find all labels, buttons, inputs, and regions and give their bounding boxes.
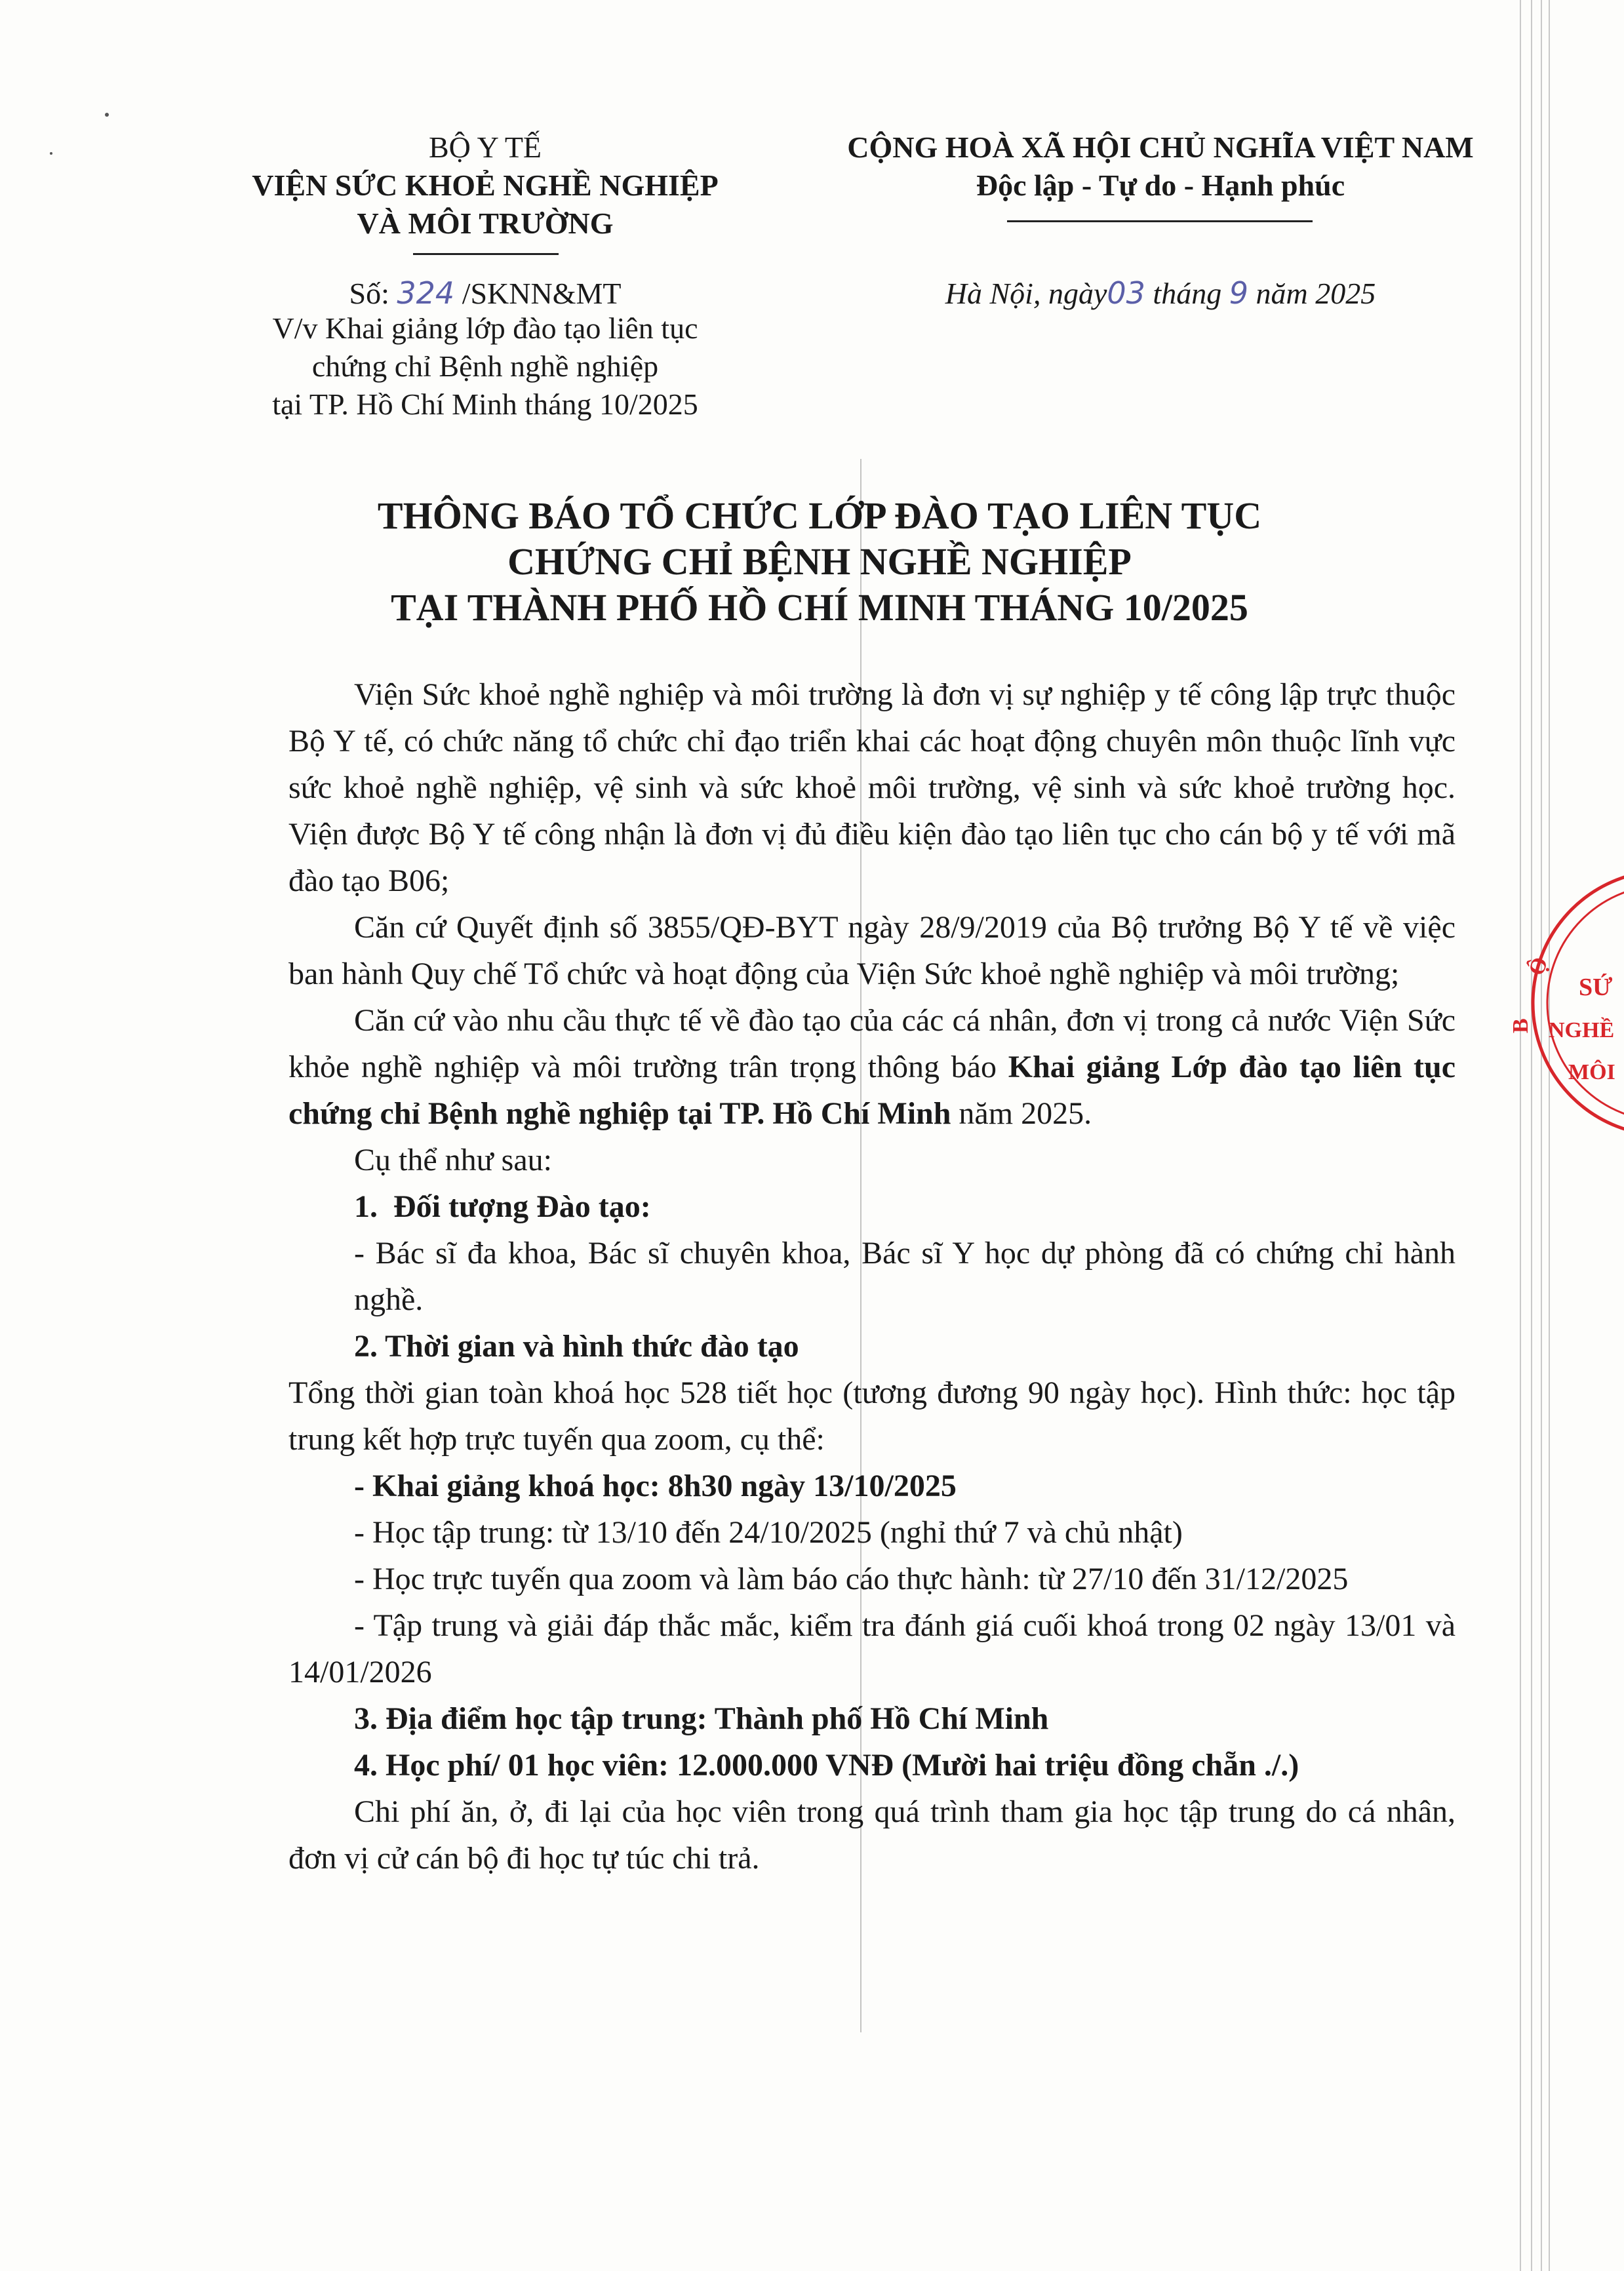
number-handwritten: 324 bbox=[397, 275, 455, 311]
date-text: Hà Nội, ngày bbox=[945, 277, 1107, 310]
paragraph-announcement bbox=[288, 997, 1456, 1137]
schedule-item: - Tập trung và giải đáp thắc mắc, kiểm tra đánh giá cuối khoá trong 02 ngày 13/01 và 14/01/2026 bbox=[288, 1608, 1456, 1689]
date-text: năm 2025 bbox=[1248, 277, 1376, 310]
paragraph-intro: Viện Sức khoẻ nghề nghiệp và môi trường là đơn vị sự nghiệp y tế công lập trực thuộc Bộ Y tế, có chức năng tổ chức chỉ đạo triển khai các hoạt động chuyên môn thuộc lĩnh vực sức khoẻ nghề nghiệp, vệ sinh và sức khoẻ môi trường, vệ sinh và sức khoẻ trường học. Viện được Bộ Y tế công nhận là đơn vị đủ điều kiện đào tạo liên tục cho cán bộ y tế với mã đào tạo B06; bbox=[288, 677, 1456, 898]
stamp-text: MÔI bbox=[1568, 1060, 1615, 1084]
schedule-item: - Học trực tuyến qua zoom và làm báo cáo thực hành: từ 27/10 đến 31/12/2025 bbox=[354, 1562, 1349, 1596]
issuer-underline bbox=[413, 253, 559, 255]
number-prefix: Số: bbox=[349, 277, 397, 310]
document-title bbox=[197, 493, 1442, 631]
section-2-text: Tổng thời gian toàn khoá học 528 tiết học (tương đương 90 ngày học). Hình thức: học tập trung kết hợp trực tuyến qua zoom, cụ thể: bbox=[288, 1375, 1456, 1457]
scan-dust-dot bbox=[105, 113, 109, 117]
day-handwritten: 03 bbox=[1107, 275, 1145, 311]
national-motto: Độc lập - Tự do - Hạnh phúc bbox=[976, 168, 1345, 202]
announcement-highlight: Khai giảng Lớp đào tạo liên tục chứng chỉ Bệnh nghề nghiệp tại TP. Hồ Chí Minh bbox=[288, 1050, 1456, 1131]
stamp-text: SỨ bbox=[1579, 974, 1613, 1001]
subject-line: V/v Khai giảng lớp đào tạo liên tục bbox=[272, 311, 698, 345]
subject-block bbox=[216, 309, 754, 424]
stamp-text: NGHỀ bbox=[1549, 1018, 1615, 1042]
section-2-heading: 2. Thời gian và hình thức đào tạo bbox=[354, 1329, 799, 1364]
document-body bbox=[288, 671, 1456, 1882]
announcement-text-end: năm 2025. bbox=[951, 1096, 1092, 1131]
institute-name-line2: VÀ MÔI TRƯỜNG bbox=[357, 207, 614, 240]
scan-dust-dot bbox=[50, 152, 52, 155]
date-text: tháng bbox=[1145, 277, 1229, 310]
subject-line: chứng chỉ Bệnh nghề nghiệp bbox=[311, 349, 659, 383]
stamp-letter: Ộ bbox=[1524, 954, 1553, 979]
section-4-heading: 4. Học phí/ 01 học viên: 12.000.000 VNĐ (Mười hai triệu đồng chẵn ./.) bbox=[354, 1748, 1299, 1783]
document-number bbox=[216, 274, 754, 313]
section-1-number: 1. bbox=[354, 1189, 378, 1224]
title-line: THÔNG BÁO TỔ CHỨC LỚP ĐÀO TẠO LIÊN TỤC bbox=[377, 494, 1262, 537]
title-line: CHỨNG CHỈ BỆNH NGHỀ NGHIỆP bbox=[507, 540, 1132, 583]
subject-line: tại TP. Hồ Chí Minh tháng 10/2025 bbox=[272, 387, 698, 421]
issuer-block bbox=[216, 128, 754, 243]
country-name: CỘNG HOÀ XÃ HỘI CHỦ NGHĨA VIỆT NAM bbox=[847, 130, 1474, 164]
paragraph-legal-basis: Căn cứ Quyết định số 3855/QĐ-BYT ngày 28/9/2019 của Bộ trưởng Bộ Y tế về việc ban hành Quy chế Tổ chức và hoạt động của Viện Sức khoẻ nghề nghiệp và môi trường; bbox=[288, 910, 1456, 991]
section-1-heading bbox=[288, 1183, 1456, 1230]
details-intro: Cụ thể như sau: bbox=[354, 1143, 552, 1177]
closing-paragraph: Chi phí ăn, ở, đi lại của học viên trong quá trình tham gia học tập trung do cá nhân, đơn vị cử cán bộ đi học tự túc chi trả. bbox=[288, 1794, 1456, 1876]
opening-date: - Khai giảng khoá học: 8h30 ngày 13/10/2025 bbox=[354, 1469, 957, 1503]
section-1-title: Đối tượng Đào tạo: bbox=[393, 1189, 651, 1224]
section-3-heading: 3. Địa điểm học tập trung: Thành phố Hồ Chí Minh bbox=[354, 1701, 1049, 1736]
institute-name-line1: VIỆN SỨC KHOẺ NGHỀ NGHIỆP bbox=[252, 168, 719, 202]
motto-underline bbox=[1007, 220, 1313, 222]
stamp-inner-ring bbox=[1547, 885, 1624, 1121]
place-and-date bbox=[813, 274, 1508, 313]
announcement-text: Căn cứ vào nhu cầu thực tế về đào tạo của các cá nhân, đơn vị trong cả nước Viện Sức khỏe nghề nghiệp và môi trường trân trọng thông báo bbox=[288, 1003, 1456, 1084]
title-line: TẠI THÀNH PHỐ HỒ CHÍ MINH THÁNG 10/2025 bbox=[391, 586, 1248, 629]
schedule-item: - Học tập trung: từ 13/10 đến 24/10/2025 (nghỉ thứ 7 và chủ nhật) bbox=[354, 1515, 1183, 1550]
ministry-name: BỘ Y TẾ bbox=[428, 130, 542, 164]
section-1-text: - Bác sĩ đa khoa, Bác sĩ chuyên khoa, Bác sĩ Y học dự phòng đã có chứng chỉ hành nghề. bbox=[354, 1236, 1456, 1317]
official-stamp bbox=[1501, 865, 1624, 1141]
national-header bbox=[813, 128, 1508, 205]
number-suffix: /SKNN&MT bbox=[454, 277, 622, 310]
stamp-letter: B bbox=[1509, 1018, 1533, 1033]
month-handwritten: 9 bbox=[1229, 275, 1248, 311]
